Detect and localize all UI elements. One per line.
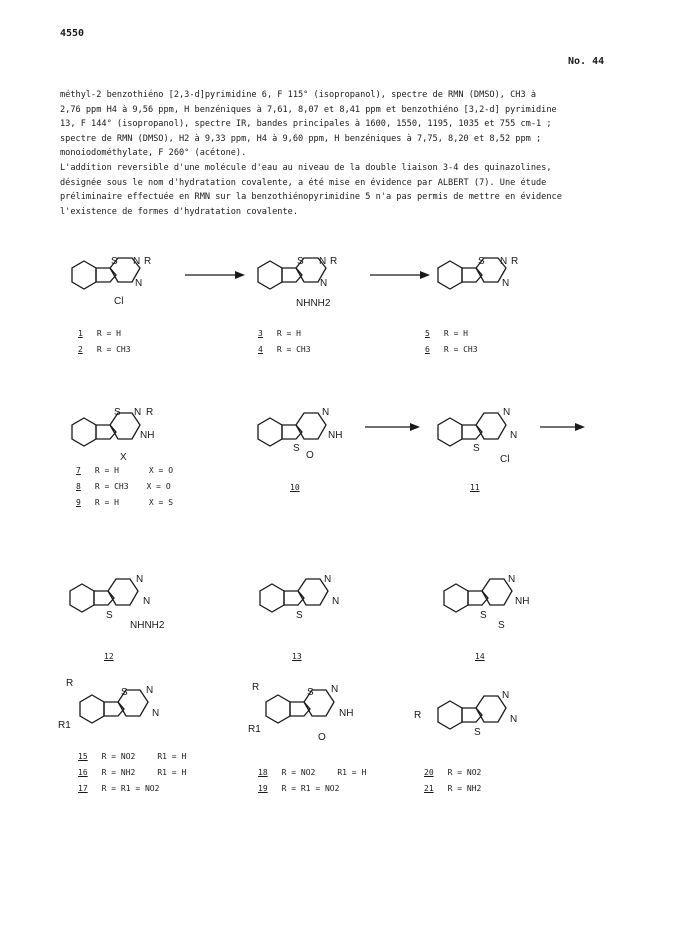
text-line: spectre de RMN (DMSO), H2 à 9,33 ppm, H4 à 9,60 ppm, H benzéniques à 7,75, 8,20 et 8,52 ppm ; — [60, 133, 542, 144]
atom-N: N — [502, 278, 510, 289]
atom-N: N — [143, 596, 151, 607]
atom-R1: R1 — [248, 724, 261, 735]
atom-NH: NH — [140, 430, 155, 441]
atom-NHNH2: NHNH2 — [296, 298, 331, 309]
compound-15-label: 15 R = NO2 R1 = H — [78, 752, 187, 761]
compound-13-label: 13 — [292, 652, 302, 661]
atom-N: N — [500, 256, 508, 267]
atom-N: N — [136, 574, 144, 585]
atom-R1: R1 — [58, 720, 71, 731]
atom-N: N — [332, 596, 340, 607]
atom-O: O — [306, 450, 314, 461]
atom-S: S — [111, 256, 118, 267]
structure-1-2 — [72, 256, 151, 307]
text-line: 13, F 144° (isopropanol), spectre IR, bandes principales à 1600, 1550, 1195, 1035 et 755 cm-1 ; — [60, 119, 552, 130]
atom-N: N — [502, 690, 510, 701]
atom-R: R — [414, 710, 422, 721]
issue-number: No. 44 — [568, 56, 605, 67]
structure-20-21 — [414, 690, 517, 738]
atom-Cl: Cl — [114, 296, 124, 307]
atom-N: N — [324, 574, 332, 585]
compound-19-label: 19 R = R1 = NO2 — [258, 784, 340, 793]
atom-NHNH2: NHNH2 — [130, 620, 165, 631]
atom-S: S — [307, 687, 314, 698]
text-line: méthyl-2 benzothiéno [2,3-d]pyrimidine 6, F 115° (isopropanol), spectre de RMN (DMSO), CH3 à — [60, 90, 536, 100]
atom-Cl: Cl — [500, 454, 510, 465]
compound-11-label: 11 — [470, 483, 480, 492]
atom-O: O — [318, 732, 326, 743]
atom-X: X — [120, 452, 127, 463]
atom-R: R — [330, 256, 338, 267]
atom-S: S — [121, 687, 128, 698]
atom-S: S — [114, 407, 121, 418]
structure-3-4 — [258, 256, 337, 309]
structure-5-6 — [438, 256, 518, 289]
atom-S: S — [473, 443, 480, 454]
atom-N: N — [510, 714, 518, 725]
atom-R: R — [146, 407, 154, 418]
atom-N: N — [503, 407, 511, 418]
atom-S: S — [478, 256, 485, 267]
text-line: monoiodométhylate, F 260° (acétone). — [60, 148, 247, 159]
atom-N: N — [134, 407, 142, 418]
compound-12-label: 12 — [104, 652, 114, 661]
text-line: préliminaire effectuée en RMN sur la benzothiénopyrimidine 5 n'a pas permis de mettre en évidence — [60, 192, 562, 203]
atom-R: R — [144, 256, 152, 267]
compound-3-label: 3 R = H — [258, 329, 301, 338]
structure-12 — [70, 574, 165, 631]
atom-S: S — [106, 610, 113, 621]
atom-S: S — [296, 610, 303, 621]
page-number: 4550 — [60, 28, 85, 39]
atom-NH: NH — [339, 708, 354, 719]
atom-N: N — [319, 256, 327, 267]
compound-5-label: 5 R = H — [425, 329, 468, 338]
atom-S: S — [498, 620, 505, 631]
atom-S: S — [474, 727, 481, 738]
atom-R: R — [66, 678, 74, 689]
atom-N: N — [152, 708, 160, 719]
atom-N: N — [133, 256, 141, 267]
compound-10-label: 10 — [290, 483, 300, 492]
compound-14-label: 14 — [475, 652, 485, 661]
compound-6-label: 6 R = CH3 — [425, 345, 478, 354]
compound-20-label: 20 R = NO2 — [424, 768, 482, 777]
atom-N: N — [146, 685, 154, 696]
atom-N: N — [322, 407, 330, 418]
structure-18-19 — [248, 682, 353, 743]
atom-NH: NH — [328, 430, 343, 441]
compound-9-label: 9 R = H X = S — [76, 498, 174, 507]
structure-15-17 — [58, 678, 159, 731]
text-line: L'addition reversible d'une molécule d'eau au niveau de la double liaison 3-4 des quinazolines, — [60, 162, 552, 173]
compound-18-label: 18 R = NO2 R1 = H — [258, 768, 367, 777]
compound-4-label: 4 R = CH3 — [258, 345, 311, 354]
compound-8-label: 8 R = CH3 X = O — [76, 482, 171, 491]
structure-11 — [438, 407, 517, 465]
text-line: désignée sous le nom d'hydratation covalente, a été mise en évidence par ALBERT (7). Une étude — [60, 177, 547, 188]
compound-1-label: 1 R = H — [78, 329, 121, 338]
text-line: l'existence de formes d'hydratation covalente. — [60, 206, 298, 217]
structure-13 — [260, 574, 339, 621]
atom-N: N — [135, 278, 143, 289]
structure-7-9 — [72, 407, 154, 463]
atom-R: R — [252, 682, 260, 693]
text-line: 2,76 ppm H4 à 9,56 ppm, H benzéniques à 7,61, 8,07 et 8,41 ppm et benzothiéno [3,2-d] pyrimidine — [60, 104, 557, 115]
atom-NH: NH — [515, 596, 530, 607]
compound-16-label: 16 R = NH2 R1 = H — [78, 768, 187, 777]
atom-N: N — [510, 430, 518, 441]
compound-2-label: 2 R = CH3 — [78, 345, 131, 354]
structure-10 — [258, 407, 342, 461]
atom-S: S — [293, 443, 300, 454]
atom-S: S — [480, 610, 487, 621]
atom-N: N — [331, 684, 339, 695]
atom-S: S — [297, 256, 304, 267]
compound-17-label: 17 R = R1 = NO2 — [78, 784, 160, 793]
atom-R: R — [511, 256, 519, 267]
structure-14 — [444, 574, 529, 631]
compound-21-label: 21 R = NH2 — [424, 784, 482, 793]
atom-N: N — [320, 278, 328, 289]
compound-7-label: 7 R = H X = O — [76, 466, 174, 475]
atom-N: N — [508, 574, 516, 585]
